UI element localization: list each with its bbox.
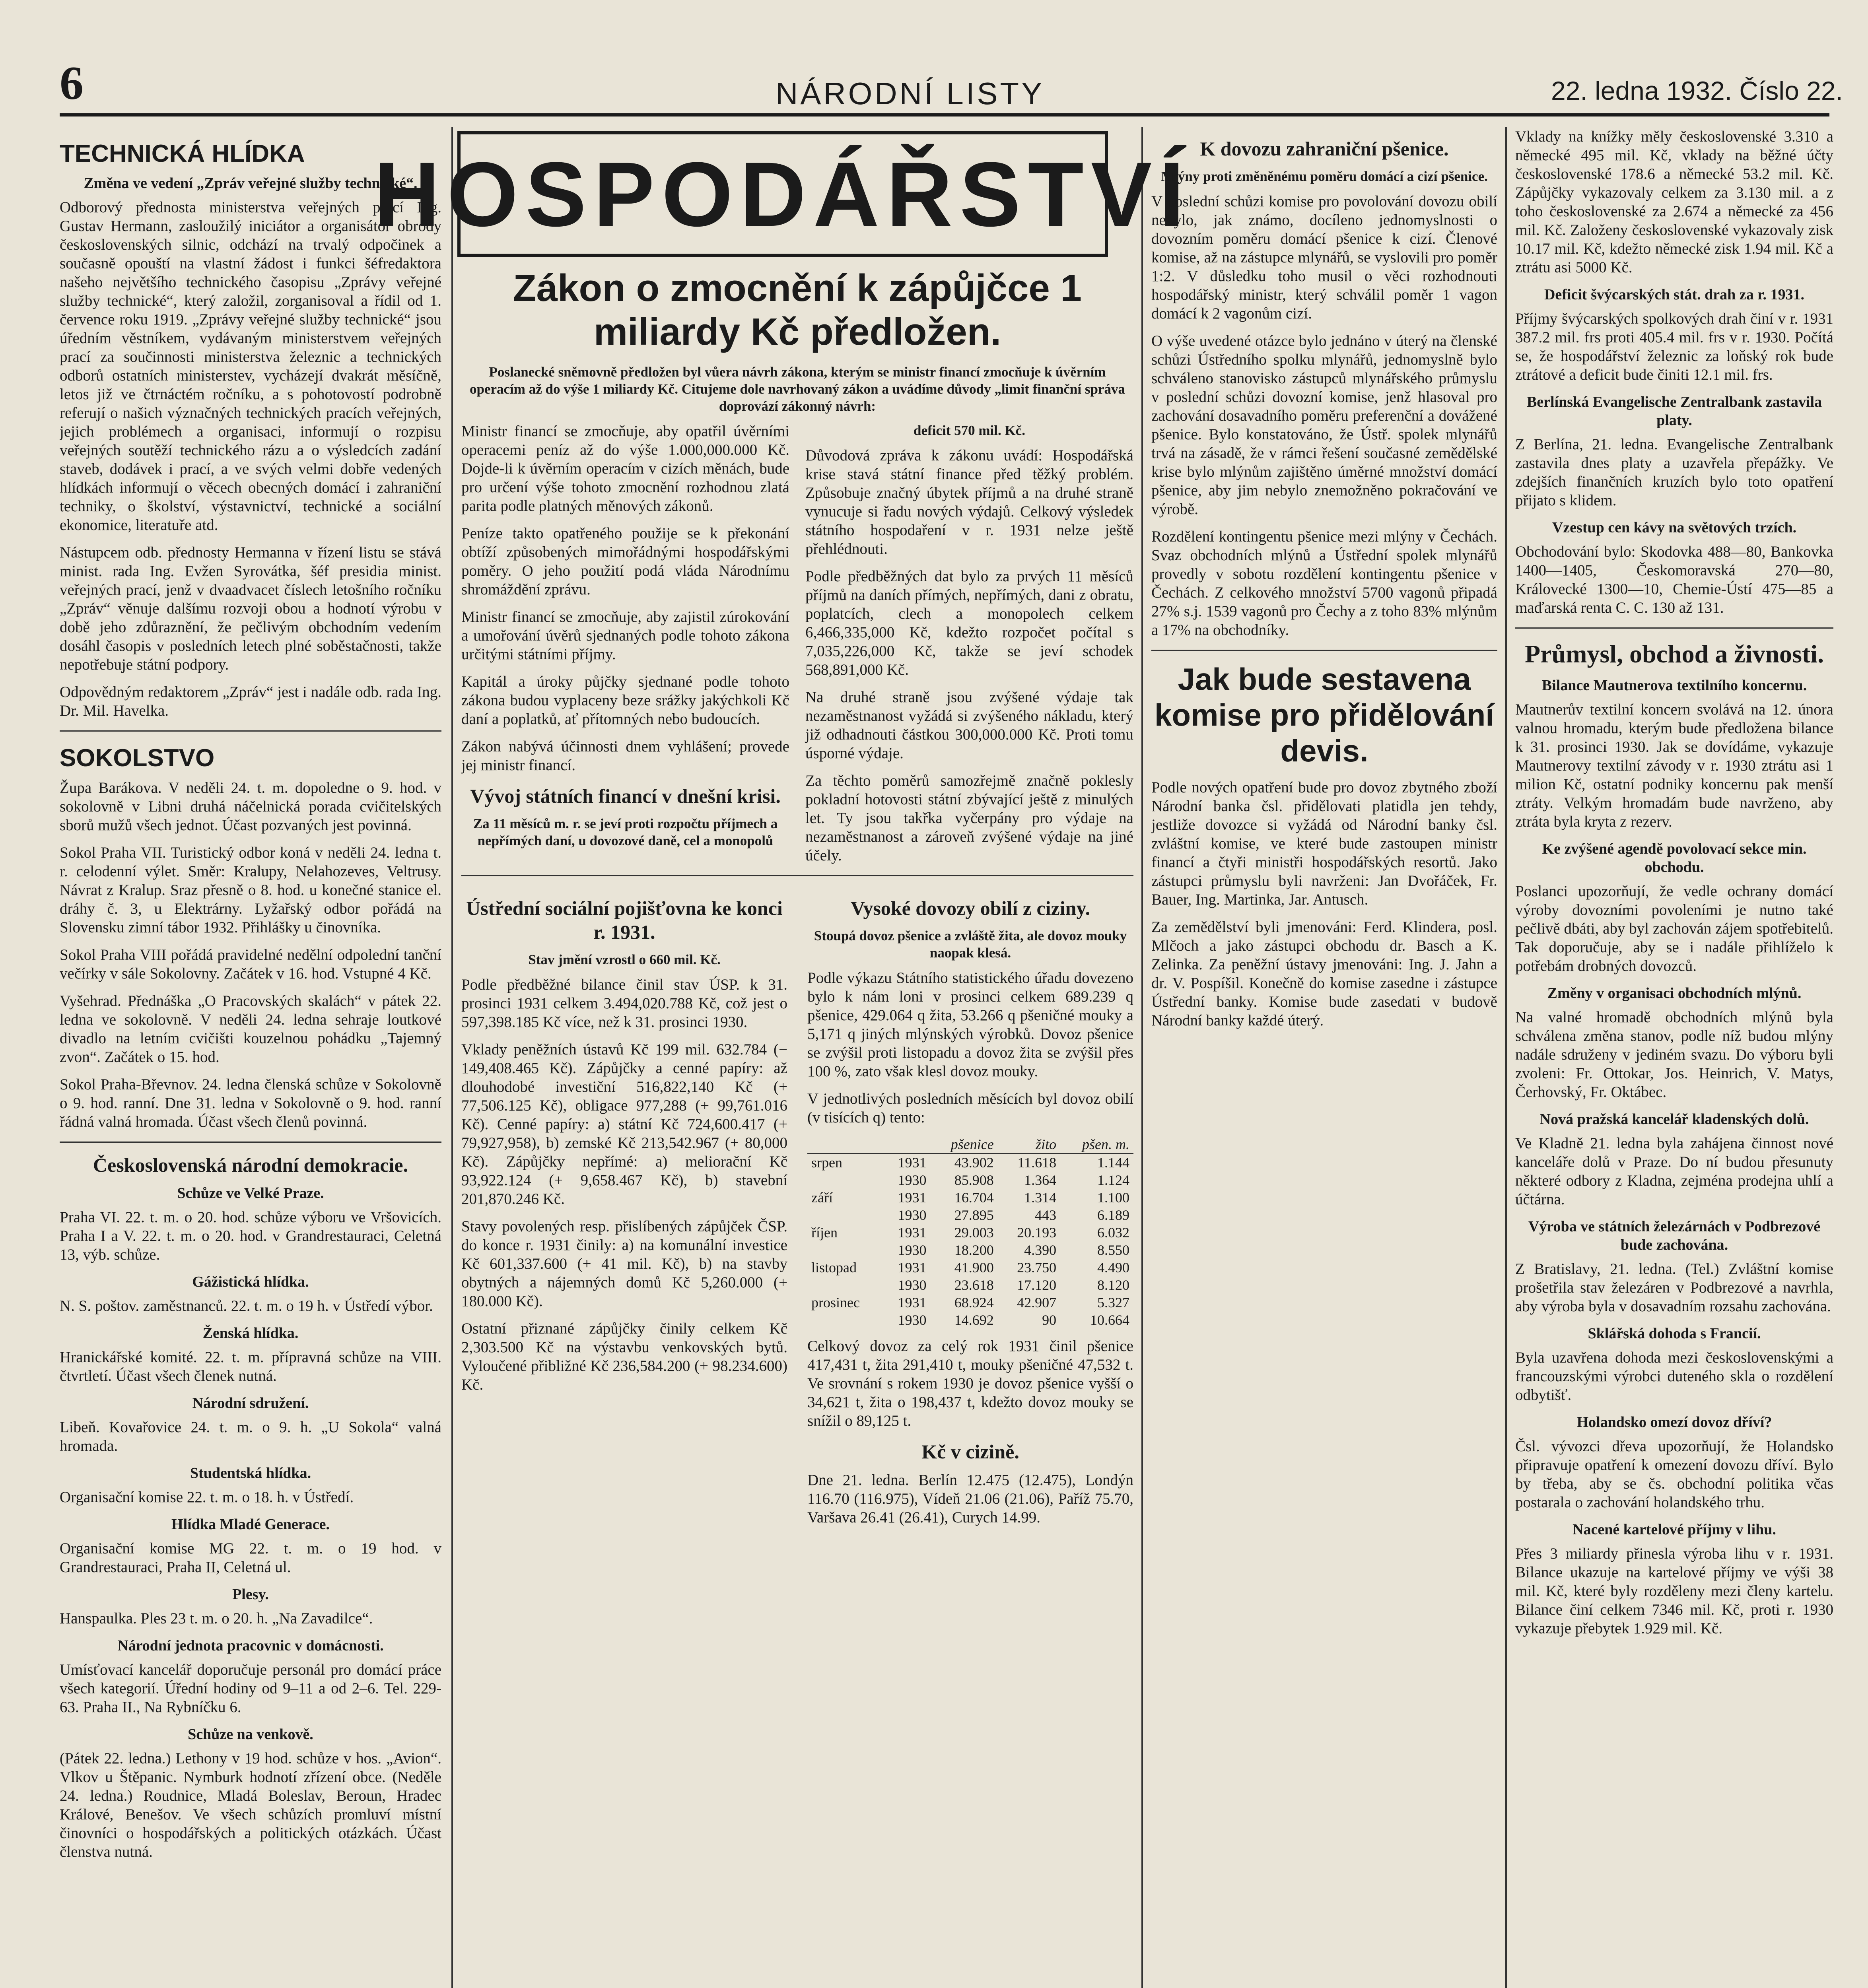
table-header-cell: žito [998, 1136, 1060, 1153]
table-cell: 1931 [898, 1260, 927, 1276]
table-cell: 8.550 [1097, 1242, 1129, 1258]
article-paragraph: Rozdělení kontingentu pšenice mezi mlýny v Čechách. Svaz obchodních mlýnů a Ústřední spolek mlynářů provedly v sobotu rozdělení kontingentu pšenice v Čechách. Z celkového množství 5700 vagonů připadá 27% s.j. 1539 vagonů pro Čechy a z toho 83% mlýnům a 17% na obchodníky. [1151, 528, 1497, 639]
table-cell: 1.100 [1097, 1190, 1129, 1206]
table-row [807, 1294, 1133, 1311]
article-paragraph: Nástupcem odb. přednosty Hermanna v řízení listu se stává minist. rada Ing. Evžen Syrovátka, šéf presidia minist. veřejných prací, jenž v dvaadvacet číslech letošního ročníku „Zpráv“ věnuje dalšímu rozvoji obou a hodnotí výrobu v době jeho zdůraznění, že pečlivým obchodním vedením dosáhl časopis v posledních letech plné soběstačnosti, takže nepotřebuje státní podpory. [60, 544, 441, 673]
section-heading: TECHNICKÁ HLÍDKA [60, 140, 305, 167]
article-paragraph: O výše uvedené otázce bylo jednáno v úterý na členské schůzi Ústředního spolku mlynářů, jednomyslně bylo schváleno stanovisko zástupců mlynářského průmyslu v poslední schůzi dovozní komise, jenž hlasoval pro zachování dosavadního poměru preferenční a dovážené pšenice. Bylo konstatováno, že Ústř. spolek mlynářů trvá na zásadě, že v rámci řešení současné zemědělské krise bylo mlýnům zajištěno úměrné množství domácí pšenice, aby jim nebylo znemožněno pokračování ve výrobě. [1151, 332, 1497, 518]
column-1 [60, 127, 441, 1988]
subheading: Holandsko omezí dovoz dříví? [1576, 1414, 1772, 1431]
table-cell: 1931 [898, 1190, 927, 1206]
subheading: Nová pražská kancelář kladenských dolů. [1539, 1111, 1809, 1128]
table-row [807, 1153, 1133, 1171]
table-cell: 1930 [898, 1242, 927, 1258]
table-cell: 10.664 [1090, 1312, 1129, 1328]
table-cell: 29.003 [954, 1225, 994, 1241]
article-body [461, 422, 1133, 865]
table-cell: 4.390 [1024, 1242, 1057, 1258]
subheading: Ženská hlídka. [202, 1325, 299, 1342]
table-cell: 1930 [898, 1312, 927, 1328]
table-header-cell: pšen. m. [1060, 1136, 1133, 1153]
article-paragraph: Ministr financí se zmocňuje, aby zajistil zúrokování a umořování úvěrů sjednaných podle tohoto zákona určitými státními příjmy. [461, 608, 789, 663]
table-cell: 43.902 [954, 1155, 994, 1171]
article-paragraph: Čsl. vývozci dřeva upozorňují, že Holandsko připravuje opatření k omezení dovozu dříví. Bylo by třeba, aby se čs. obchodní politika včas postarala o zachování holandského trhu. [1515, 1438, 1833, 1511]
table-cell: 85.908 [954, 1172, 994, 1188]
article-paragraph: Na valné hromadě obchodních mlýnů byla schválena změna stanov, podle níž budou mlýny nadále sdruženy v jediném svazu. Do výboru byli zvoleni: Fr. Ottokar, Jos. Heinrich, V. Matys, Čerhovský, Fr. Oktábec. [1515, 1009, 1833, 1101]
table-cell: 6.189 [1097, 1207, 1129, 1223]
article-block [807, 887, 1133, 1536]
subheading: Schůze na venkově. [188, 1726, 313, 1743]
subheading: Bilance Mautnerova textilního koncernu. [1541, 677, 1807, 694]
table-cell [807, 1311, 882, 1329]
section-banner [373, 131, 1192, 257]
table-cell: 23.750 [1017, 1260, 1057, 1276]
article-paragraph: Přes 3 miliardy přinesla výroba lihu v r. 1931. Bilance ukazuje na kartelové příjmy ve výši 38 mil. Kč, které byly rozděleny mezi členy kartelu. Bilance činí celkem 7346 mil. Kč, proti r. 1930 vykazuje přebytek 1.929 mil. Kč. [1515, 1545, 1833, 1637]
table-header-row [807, 1136, 1133, 1153]
article-paragraph: Libeň. Kovařovice 24. t. m. o 9. h. „U Sokola“ valná hromada. [60, 1419, 441, 1454]
article-paragraph: Podle předběžných dat bylo za prvých 11 měsíců příjmů na daních přímých, nepřímých, dani z obratu, poplatcích, clech a monopolech celkem 6,466,335,000 Kč, kdežto rozpočet počítal s 7,035,226,000 Kč, takže se jeví schodek 568,891,000 Kč. [805, 568, 1133, 678]
article-paragraph: Praha VI. 22. t. m. o 20. hod. schůze výboru ve Vršovicích. Praha I a V. 22. t. m. o 20. hod. v Grandrestauraci, Celetná 13, výb. schůze. [60, 1209, 441, 1263]
article-paragraph: Z Berlína, 21. ledna. Evangelische Zentralbank zastavila dnes platy a uzavřela přepážky. Ve zdejších finančních kruzích bylo toto opatření přijato s klidem. [1515, 436, 1833, 509]
table-row [807, 1241, 1133, 1259]
table-cell: 1.364 [1024, 1172, 1057, 1188]
subheading: Změny v organisaci obchodních mlýnů. [1547, 985, 1802, 1002]
article-paragraph: Vklady na knížky měly československé 3.310 a německé 495 mil. Kč, vklady na běžné účty československé 178.6 a německé 53.2 mil. Kč. Zápůjčky vykazovaly celkem za 3.130 mil. a z toho československé za 2.674 a německé za 456 mil. Kč. Založeny československé vykazovaly zisk 10.17 mil. Kč, kdežto německé zisk 1.94 mil. Kč a ztrátu asi 5000 Kč. [1515, 128, 1833, 276]
table-cell: 42.907 [1017, 1295, 1057, 1310]
article-paragraph: Umísťovací kancelář doporučuje personál pro domácí práce všech kategorií. Úřední hodiny od 9–11 a od 2–6. Tel. 229-63. Praha II., Na Rybníčku 6. [60, 1661, 441, 1716]
column-divider [1141, 127, 1143, 1988]
column-4 [1515, 127, 1833, 1988]
divider [60, 1142, 441, 1143]
table-cell: 17.120 [1017, 1277, 1057, 1293]
article-paragraph: Dne 21. ledna. Berlín 12.475 (12.475), Londýn 116.70 (116.975), Vídeň 21.06 (21.06), Paříž 75.70, Varšava 26.41 (26.41), Curych 14.99. [807, 1472, 1133, 1526]
subheading: Berlínská Evangelische Zentralbank zastavila platy. [1526, 394, 1822, 429]
subheading: Národní sdružení. [192, 1395, 309, 1411]
subheading: Sklářská dohoda s Francií. [1588, 1325, 1761, 1342]
table-row [807, 1311, 1133, 1329]
section-heading: SOKOLSTVO [60, 744, 215, 772]
table-row [807, 1276, 1133, 1294]
table-cell: 14.692 [954, 1312, 994, 1328]
dateline: 22. ledna 1932. Číslo 22. [1551, 76, 1843, 105]
section-heading: Průmysl, obchod a živnosti. [1524, 640, 1824, 668]
subheading: Ke zvýšené agendě povolovací sekce min. obchodu. [1542, 841, 1807, 876]
article-paragraph: Za těchto poměrů samozřejmě značně poklesly pokladní hotovosti státní zbývající ještě z minulých let. Ty jsou takřka vyčerpány pro výdaje na nezaměstnanost a zároveň zvýšené výdaje na jiné účely. [805, 772, 1133, 864]
subheading: Gážistická hlídka. [192, 1274, 309, 1290]
article-paragraph: Odborový přednosta ministerstva veřejných prací Ing. Gustav Hermann, zasloužilý iniciátor a organisátor obrody československých silnic, odchází na trvalý odpočinek a současně opouští na vlastní žádost i funkci šéfredaktora našeho největšího technického časopisu „Zprávy veřejné služby technické“, který založil, zorganisoval a řídil od 1. července roku 1919. „Zprávy veřejné služby technické“ jsou úředním věstníkem, vydávaným ministerstvem veřejných prací za součinnosti ministerstva železnic a technických odborů ostatních ministerstev, vycházejí dvakrát měsíčně, letos již ve čtrnáctém ročníku, a s pohotovostí podrobně referují o našich význačných technických pracích veřejných, jejich problémech a organisaci, informují o rozpisu veřejných soutěží technického rázu a o výsledcích zadání staveb, dodávek i prací, a ve svých velmi dobře vedených hlídkách informují o věcech obecných domácí i zahraniční techniky, o školství, výstavnictví, technické a sociální ekonomice, literatuře atd. [60, 199, 441, 534]
article-headline: Jak bude sestavena komise pro přidělování devis. [1155, 662, 1494, 768]
table-cell: 1931 [898, 1295, 927, 1310]
table-cell: 1931 [898, 1155, 927, 1171]
subheading: Nacené kartelové příjmy v lihu. [1573, 1521, 1776, 1538]
article-lead: Mlýny proti změněnému poměru domácí a cizí pšenice. [1161, 169, 1488, 184]
table-row [807, 1171, 1133, 1189]
article-lead: Za 11 měsíců m. r. se jeví proti rozpočtu příjmech a nepřímých daní, u dovozové daně, cel a monopolů deficit 570 mil. Kč. [473, 423, 1025, 848]
article-lead: Stoupá dovoz pšenice a zvláště žita, ale dovoz mouky naopak klesá. [814, 928, 1127, 961]
article-title: Kč v cizině. [921, 1441, 1019, 1463]
divider [1515, 627, 1833, 629]
article-paragraph: Byla uzavřena dohoda mezi československými a francouzskými výrobci duteného skla o rozdělení odbytišť. [1515, 1349, 1833, 1404]
table-cell: 1930 [898, 1277, 927, 1293]
subheading: Vzestup cen kávy na světových trzích. [1552, 519, 1797, 536]
article-paragraph: Sokol Praha-Břevnov. 24. ledna členská schůze v Sokolovně o 9. hod. ranní. Dne 31. ledna v Sokolovně o 9. hod. ranní řádná valná hromada. Účast všech členů povinná. [60, 1076, 441, 1130]
table-cell: 6.032 [1097, 1225, 1129, 1241]
subheading: Národní jednota pracovnic v domácnosti. [117, 1637, 384, 1654]
article-paragraph: Z Bratislavy, 21. ledna. (Tel.) Zvláštní komise prošetřila stav železáren v Podbrezové a navrhla, aby výroba byla v dosavadním rozsahu zachována. [1515, 1260, 1833, 1315]
table-cell [807, 1171, 882, 1189]
page-header [0, 0, 1868, 115]
subheading: Hlídka Mladé Generace. [171, 1516, 330, 1533]
table-header-cell [882, 1136, 931, 1153]
table-cell: 8.120 [1097, 1277, 1129, 1293]
table-cell [807, 1276, 882, 1294]
article-lead: Stav jmění vzrostl o 660 mil. Kč. [528, 952, 721, 967]
section-banner-text: HOSPODÁŘSTVÍ [373, 143, 1192, 245]
article-title: K dovozu zahraniční pšenice. [1200, 138, 1449, 160]
article-paragraph: Organisační komise 22. t. m. o 18. h. v Ústředí. [60, 1489, 354, 1506]
article-headline: Zákon o zmocnění k zápůjčce 1 miliardy Kč předložen. [513, 267, 1082, 353]
table-cell: 68.924 [954, 1295, 994, 1310]
table-cell: 27.895 [954, 1207, 994, 1223]
table-cell: 41.900 [954, 1260, 994, 1276]
page-number: 6 [60, 56, 84, 109]
column-divider [1505, 127, 1507, 1988]
column-3 [1151, 127, 1497, 1988]
article-paragraph: Důvodová zpráva k zákonu uvádí: Hospodářská krise stavá státní finance před těžký problém. Způsobuje značný úbytek příjmů a na druhé straně vynucuje si řadu nových výdajů. Celkový výsledek státního hospodaření v r. 1931 nelze ještě přehlédnouti. [805, 447, 1133, 557]
table-cell: 23.618 [954, 1277, 994, 1293]
article-paragraph: (Pátek 22. ledna.) Lethony v 19 hod. schůze v hos. „Avion“. Vlkov u Štěpanic. Nymburk hodnotí zřízení obce. (Neděle 24. ledna.) Roudnice, Mladá Boleslav, Beroun, Hradec Králové, Benešov. Ve všech schůzích promluví místní činovníci o hospodářských a politických otázkách. Účast členstva nutná. [60, 1750, 441, 1860]
column-divider [451, 127, 453, 1988]
article-paragraph: Ostatní přiznané zápůjčky činily celkem Kč 2,303.500 Kč na výstavbu venkovských bytů. Vyloučené přibližné Kč 236,584.200 (+ 98.234.600) Kč. [461, 1320, 787, 1393]
subheading: Deficit švýcarských stát. drah za r. 1931. [1544, 286, 1804, 303]
table-cell: 1930 [898, 1172, 927, 1188]
article-title: Vývoj státních financí v dnešní krisi. [470, 785, 781, 807]
table-cell: 16.704 [954, 1190, 994, 1206]
table-cell: 18.200 [954, 1242, 994, 1258]
table-cell: 90 [1042, 1312, 1057, 1328]
article-title: Změna ve vedení „Zpráv veřejné služby technické“. [84, 175, 418, 192]
article-paragraph: Celkový dovoz za celý rok 1931 činil pšenice 417,431 t, žita 291,410 t, mouky pšeničné 47,532 t. Ve srovnání s rokem 1930 je dovoz pšenice vyšší o 34,621 t, žita o 198,437 t, kdežto dovoz mouky se snížil o 89,125 t. [807, 1338, 1133, 1429]
subheading: Studentská hlídka. [190, 1465, 311, 1481]
masthead: NÁRODNÍ LISTY [776, 76, 1045, 111]
article-paragraph: Příjmy švýcarských spolkových drah činí v r. 1931 387.2 mil. frs proti 405.4 mil. frs v r. 1930. Počítá se, že hospodářství železnic za loňský rok bude ztrátové a deficit bude činiti 12.1 mil. frs. [1515, 310, 1833, 383]
divider [60, 730, 441, 732]
table-cell: 5.327 [1097, 1295, 1129, 1310]
article-paragraph: Zákon nabývá účinnosti dnem vyhlášení; provede jej ministr financí. [461, 738, 789, 774]
article-title: Vysoké dovozy obilí z ciziny. [850, 897, 1090, 919]
table-cell: 443 [1035, 1207, 1057, 1223]
table-cell: prosinec [811, 1295, 860, 1310]
article-paragraph: Podle nových opatření bude pro dovoz zbytného zboží Národní banka čsl. přidělovati platidla jen tehdy, jestliže dovozce si vyžádá od Národní banky čsl. zvláštní komise, ve které bude zastoupen ministr financí a čtyři ministři hospodářských resortů. Jako zástupci průmyslu byli navrženi: Jan Dvořáček, Fr. Bauer, Ing. Martinka, Jar. Antusch. [1151, 779, 1497, 908]
table-cell: 20.193 [1017, 1225, 1057, 1241]
table-cell: 1930 [898, 1207, 927, 1223]
table-cell: září [811, 1190, 833, 1206]
article-paragraph: Hanspaulka. Ples 23 t. m. o 20. h. „Na Zavadilce“. [60, 1610, 373, 1627]
column-2 [461, 262, 1133, 1988]
divider [1151, 650, 1497, 651]
divider [461, 875, 1133, 876]
table-header-cell [807, 1136, 882, 1153]
article-paragraph: Vklady peněžních ústavů Kč 199 mil. 632.784 (− 149,408.465 Kč). Zápůjčky a cenné papíry: až dlouhodobé investiční 516,822,140 Kč (+ 77,506.125 Kč), obligace 977,288 (+ 99,761.016 Kč). Cenné papíry: a) státní Kč 724,600.417 (+ 79,927,958), b) zemské Kč 213,542.967 (+ 80,000 Kč). Zápůjčky nepřímé: a) meliorační Kč 93,922.124 (+ 9,658.467 Kč), b) stavební 201,870.246 Kč. [461, 1041, 787, 1208]
article-paragraph: Mautnerův textilní koncern svolává na 12. února valnou hromadu, kterým bude předložena bilance k 31. prosinci 1930. Jak se dovídáme, vykazuje Mautnerovy textilní závody v r. 1930 ztrátu asi 1 milion Kč, ostatní podniky koncernu pak menší ztráty. Velkým hromadám bude navrženo, aby ztráta byla kryta z rezerv. [1515, 701, 1833, 830]
table-cell: srpen [811, 1155, 842, 1171]
article-paragraph: Peníze takto opatřeného použije se k překonání obtíží způsobených mimořádnými hospodářskými poměry. O jeho použití podá vláda Národnímu shromáždění zprávu. [461, 525, 789, 598]
table-cell [807, 1241, 882, 1259]
article-paragraph: Sokol Praha VIII pořádá pravidelné nedělní odpolední tanční večírky v sále Sokolovny. Začátek v 16. hod. Vstupné 4 Kč. [60, 946, 441, 982]
article-paragraph: V jednotlivých posledních měsících byl dovoz obilí (v tisících q) tento: [807, 1090, 1133, 1126]
table-cell: listopad [811, 1260, 857, 1276]
subheading: Výroba ve státních železárnách v Podbrezové bude zachována. [1528, 1218, 1821, 1253]
article-paragraph: Vyšehrad. Přednáška „O Pracovských skalách“ v pátek 22. ledna ve sokolovně. V neděli 24. ledna sehraje loutkové divadlo na letním cvičišti kouzelnou pohádku „Tajemný zvon“. Začátek o 15. hod. [60, 992, 441, 1066]
article-paragraph: N. S. poštov. zaměstnanců. 22. t. m. o 19 h. v Ústředí výbor. [60, 1297, 433, 1314]
table-cell: 4.490 [1097, 1260, 1129, 1276]
section-heading: Československá národní demokracie. [93, 1154, 408, 1176]
article-lead: Poslanecké sněmovně předložen byl vůera návrh zákona, kterým se ministr financí zmocňuje k úvěrním operacím až do výše 1 miliardy Kč. Citujeme dole navrhovaný zákon a uvádíme důvody „limit finanční správa doprovází zákonný návrh: [470, 364, 1125, 414]
article-paragraph: Organisační komise MG 22. t. m. o 19 hod. v Grandrestauraci, Praha II, Celetná ul. [60, 1540, 441, 1576]
table-row [807, 1224, 1133, 1241]
article-paragraph: Obchodování bylo: Skodovka 488—80, Bankovka 1400—1405, Českomoravská 270—80, Královecké 1300—10, Chemie-Ústí 475—85 a maďarská renta C. C. 130 až 131. [1515, 543, 1833, 616]
article-paragraph: Kapitál a úroky půjčky sjednané podle tohoto zákona budou vyplaceny beze srážky jakýchkoli Kč daní a poplatků, ať přítomných nebo budoucích. [461, 673, 789, 728]
article-paragraph: Odpovědným redaktorem „Zpráv“ jest i nadále odb. rada Ing. Dr. Mil. Havelka. [60, 683, 441, 719]
table-cell: 1.314 [1024, 1190, 1057, 1206]
subheading: Schůze ve Velké Praze. [177, 1185, 324, 1202]
article-block [461, 887, 787, 1403]
article-paragraph: Župa Barákova. V neděli 24. t. m. dopoledne o 9. hod. v sokolovně v Libni druhá náčelnická porada cvičitelských sborů mužů všech jednot. Účast pozvaných jest povinná. [60, 779, 441, 834]
import-table [807, 1136, 1133, 1329]
header-rule [60, 113, 1829, 116]
table-cell: 1931 [898, 1225, 927, 1241]
article-paragraph: Sokol Praha VII. Turistický odbor koná v neděli 24. ledna t. r. celodenní výlet. Směr: Kralupy, Nelahozeves, Veltrusy. Návrat z Kralup. Sraz přesně o 8. hod. u konečné stanice el. dráhy č. 3, u Elektrárny. Lyžařský odbor pořádá na Slovensku zimní tábor 1932. Přihlášky u činovníka. [60, 844, 441, 936]
table-header-cell: pšenice [930, 1136, 997, 1153]
table-row [807, 1259, 1133, 1276]
article-paragraph: Podle výkazu Státního statistického úřadu dovezeno bylo k nám loni v prosinci celkem 689.239 q pšenice, 429.064 q žita, 53.266 q pšeničné mouky a 5,171 q jiných mlýnských výrobků. Dovoz pšenice se zvýšil proti listopadu a dovoz žita se zvýšil přes 100 %, zato však klesl dovoz mouky. [807, 969, 1133, 1080]
table-cell [807, 1206, 882, 1224]
article-paragraph: Ministr financí se zmocňuje, aby opatřil úvěrními operacemi peníz až do výše 1.000,000.000 Kč. Dojde-li k úvěrním operacím v cizích měnách, bude pro určení výše tohoto zmocnění rozhodnou zlatá parita podle platných měnových zákonů. [461, 423, 789, 514]
article-paragraph: V poslední schůzi komise pro povolování dovozu obilí nebylo, jak známo, docíleno jednomyslnosti o dovozním poměru domácí pšenice k cizí. Členové komise, až na zástupce mlynářů, se vyslovili pro poměr 1:2. V důsledku toho musil o věci rozhodnouti hospodářský ministr, který schválil poměr 1 vagon domácí k 2 vagonům cizí. [1151, 193, 1497, 322]
article-paragraph: Podle předběžné bilance činil stav ÚSP. k 31. prosinci 1931 celkem 3.494,020.788 Kč, což jest o 597,398.185 Kč více, než k 31. prosinci 1930. [461, 976, 787, 1031]
article-paragraph: Stavy povolených resp. přislíbených zápůjček ČSP. do konce r. 1931 činily: a) na komunální investice Kč 601,337.600 (+ 41 mil. Kč), b) na stavby obytných a nájemných domů Kč 5,260.000 (+ 180.000 Kč). [461, 1218, 787, 1310]
article-paragraph: Na druhé straně jsou zvýšené výdaje tak nezaměstnanost vyžádá si zvýšeného nákladu, který již odhadnouti částkou 300,000.000 Kč. Proti tomu úsporné výdaje. [805, 689, 1133, 762]
subheading: Plesy. [232, 1586, 269, 1603]
table-cell: říjen [811, 1225, 838, 1241]
table-cell: 1.144 [1097, 1155, 1129, 1171]
table-cell: 1.124 [1097, 1172, 1129, 1188]
table-row [807, 1206, 1133, 1224]
article-paragraph: Hranickářské komité. 22. t. m. přípravná schůze na VIII. čtvrtletí. Účast všech členek nutná. [60, 1349, 441, 1384]
article-title: Ústřední sociální pojišťovna ke konci r. 1931. [466, 897, 783, 943]
article-paragraph: Ve Kladně 21. ledna byla zahájena činnost nové kanceláře dolů v Praze. Do ní budou přesunuty některé odbory z Kladna, zejména prodejna uhlí a účtárna. [1515, 1135, 1833, 1208]
table-cell: 11.618 [1017, 1155, 1057, 1171]
article-paragraph: Poslanci upozorňují, že vedle ochrany domácí výroby dovozními povoleními je nutno také pečlivě dbáti, aby byl zachován zájem spotřebitelů. Tak doporučuje, aby se i nadále přihlíželo k potřebám drobných dovozců. [1515, 883, 1833, 975]
article-paragraph: Za zemědělství byli jmenováni: Ferd. Klindera, posl. Mlčoch a jako zástupci obchodu dr. Basch a K. Zelinka. Za peněžní ústavy jmenováni: Ing. J. Jahn a dr. V. Pospíšil. Konečně do komise zasedne i zástupce Ústřední banky. Komise bude zasedati v budově Národní banky každé úterý. [1151, 918, 1497, 1029]
table-row [807, 1189, 1133, 1206]
